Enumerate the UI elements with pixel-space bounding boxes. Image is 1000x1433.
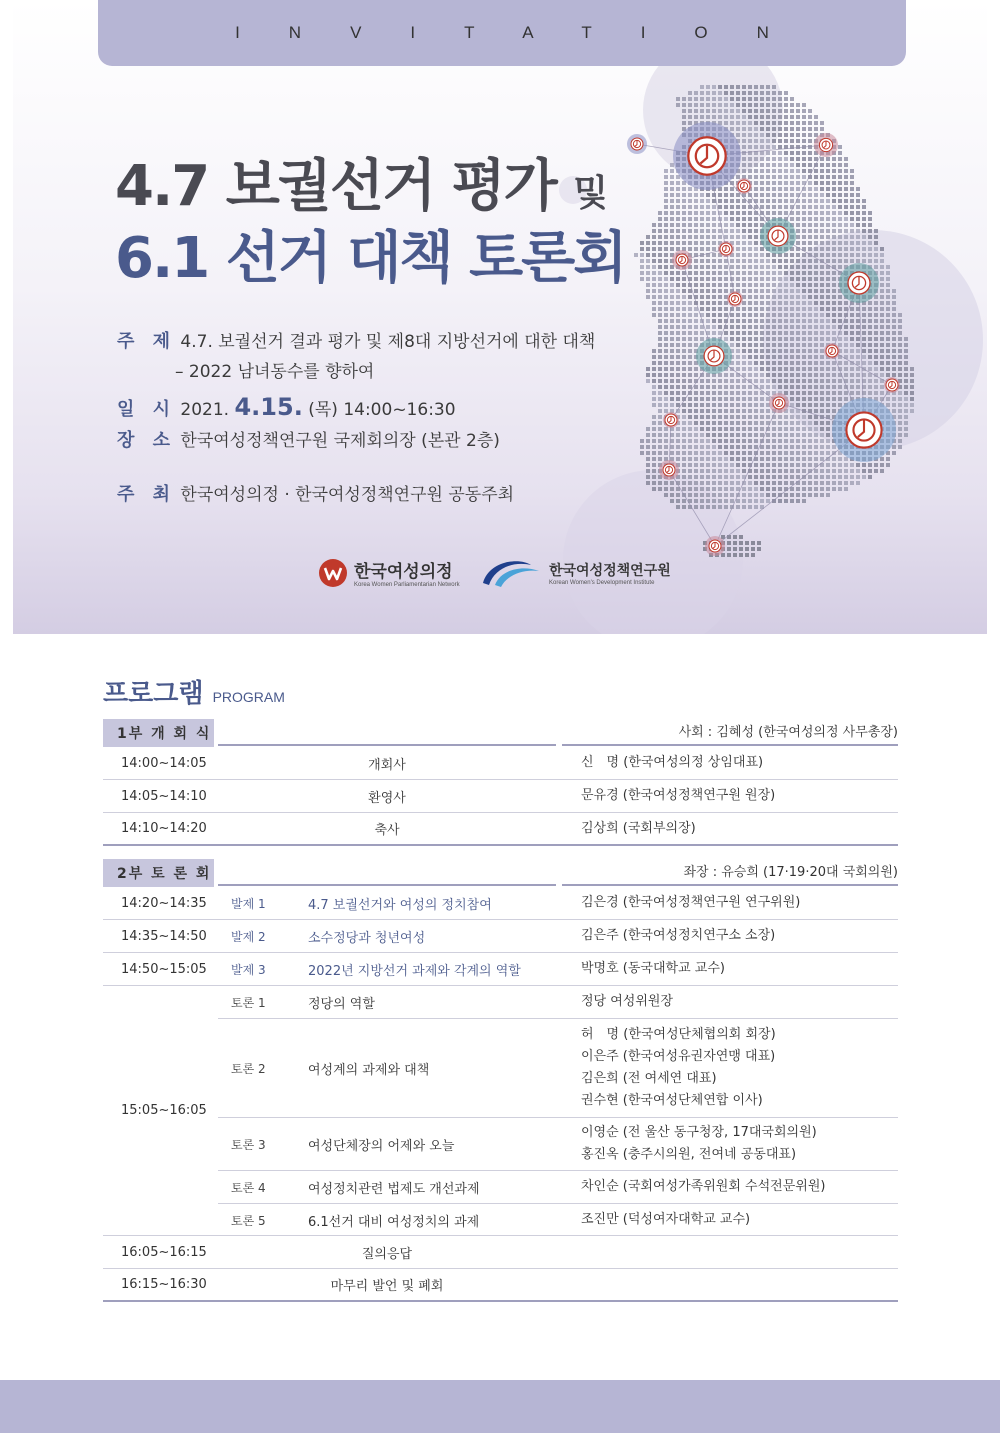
korea-dot-map [13,0,987,634]
person-name: 허 명 (한국여성단체협의회 회장) [581,1027,776,1042]
row-person: 김은주 (한국여성정치연구소 소장) [581,928,776,943]
table-row [218,1171,898,1204]
row-topic: 여성단체장의 어제와 오늘 [308,1138,455,1154]
logo-kwdi [479,557,671,589]
ballot-stamp-icon [884,377,900,393]
table-row [103,1269,898,1302]
section-divider [218,884,556,886]
row-persons [581,1118,898,1170]
row-tag: 발제 1 [231,896,266,911]
kwdi-subtitle: Korean Women's Development Institute [549,580,655,586]
table-row [218,986,898,1019]
host-label: 주 최 [117,484,177,505]
logo-kwpn [318,557,460,588]
theme-value: 4.7. 보궐선거 결과 평가 및 제8대 지방선거에 대한 대책 [180,332,596,352]
row-topic: 6.1선거 대비 여성정치의 과제 [308,1214,480,1230]
person-name: 권수현 (한국여성단체연합 이사) [581,1093,763,1108]
ballot-stamp-icon [727,291,743,307]
row-time: 14:00~14:05 [121,755,207,771]
row-topic: 2022년 지방선거 과제와 각계의 역할 [308,963,521,979]
kwpn-logo-icon [318,558,348,588]
ballot-stamp-icon [705,536,725,556]
person-name: 이은주 (한국여성유권자연맹 대표) [581,1049,776,1064]
theme-subtitle: – 2022 남녀동수를 향하여 [175,362,375,382]
kwpn-name: 한국여성의정 [354,562,453,582]
ballot-stamp-icon [769,393,789,413]
person-name: 홍진옥 (충주시의원, 전여네 공동대표) [581,1147,797,1162]
date-day: 4.15. [234,393,303,421]
section-divider [562,744,898,746]
row-item: 마무리 발언 및 폐회 [330,1279,444,1294]
discussion-block [103,986,898,1236]
ballot-stamp-icon [696,338,732,374]
table-row [103,953,898,986]
row-tag: 토론 2 [231,1061,266,1076]
date-time: (목) 14:00~16:30 [308,400,456,420]
footer-bar [0,1380,1000,1433]
row-person: 차인순 (국회여성가족위원회 수석전문위원) [581,1179,826,1194]
hero-banner [13,0,987,634]
discussion-time: 15:05~16:05 [121,1103,207,1118]
ballot-stamp-icon [736,178,752,194]
section2-moderator: 좌장 : 유승희 (17·19·20대 국회의원) [683,865,898,880]
ballot-stamp-icon [760,218,796,254]
row-person: 문유경 (한국여성정책연구원 원장) [581,788,776,803]
program-heading [103,673,285,710]
ballot-stamp-icon [663,412,679,428]
ballot-stamp-icon [839,263,879,303]
row-item: 축사 [374,823,400,838]
table-row [218,1204,898,1236]
program-title-kr: 프로그램 [103,679,204,709]
person-name: 김은희 (전 여세연 대표) [581,1071,717,1086]
section-divider [218,744,556,746]
row-time: 14:10~14:20 [121,821,207,836]
row-tag: 토론 5 [231,1213,266,1228]
ballot-stamp-icon [659,460,679,480]
row-persons [581,1019,898,1117]
person-name: 이영순 (전 울산 동구청장, 17대국회의원) [581,1125,817,1140]
section-divider [562,884,898,886]
row-time: 14:05~14:10 [121,788,207,804]
row-person: 신 명 (한국여성의정 상임대표) [581,755,764,770]
section2-tag: 2부 토 론 회 [103,859,214,887]
row-person: 김상희 (국회부의장) [581,820,696,836]
row-topic: 정당의 역할 [308,996,375,1012]
host-row [117,480,514,506]
row-time: 16:15~16:30 [121,1277,207,1292]
row-topic: 4.7 보궐선거와 여성의 정치참여 [308,897,492,913]
row-tag: 토론 4 [231,1180,266,1195]
row-topic: 여성계의 과제와 대책 [308,1062,430,1078]
title-main: 4.7 보궐선거 평가 [115,154,556,219]
theme-row [117,327,595,353]
section1-header [103,719,898,747]
row-person: 조진만 (덕성여자대학교 교수) [581,1212,751,1227]
table-row [103,813,898,846]
place-label: 장 소 [117,430,177,451]
kwpn-subtitle: Korea Women Parliamentarian Network [354,582,460,588]
ballot-stamp-icon [814,133,838,157]
ballot-stamp-icon [718,241,734,257]
event-title-line1 [115,142,606,222]
row-tag: 토론 3 [231,1137,266,1152]
table-row [103,920,898,953]
date-year: 2021. [180,400,230,420]
theme-label: 주 제 [117,331,177,352]
row-tag: 발제 2 [231,929,266,944]
invitation-bar [98,0,906,66]
event-title-line2: 6.1 선거 대책 토론회 [115,226,626,291]
table-row [103,780,898,813]
ballot-stamp-icon [824,343,840,359]
row-time: 14:20~14:35 [121,895,207,911]
place-row [117,426,500,452]
kwdi-name: 한국여성정책연구원 [549,563,671,579]
ballot-stamp-icon [672,250,692,270]
row-item: 질의응답 [361,1246,413,1262]
ballot-stamp-icon [627,134,647,154]
section1-moderator: 사회 : 김혜성 (한국여성의정 사무총장) [678,725,898,740]
row-person: 정당 여성위원장 [581,994,674,1009]
row-time: 14:50~15:05 [121,961,207,977]
kwdi-logo-icon [479,557,543,589]
row-tag: 토론 1 [231,995,266,1010]
title-conjunction: 및 [573,173,607,214]
date-row [117,393,456,421]
row-tag: 발제 3 [231,962,266,977]
host-value: 한국여성의정 · 한국여성정책연구원 공동주최 [180,485,515,505]
program-title-en: PROGRAM [212,689,285,705]
place-value: 한국여성정책연구원 국제회의장 (본관 2층) [180,431,500,451]
row-topic: 여성정치관련 법제도 개선과제 [308,1181,480,1197]
table-row [218,1019,898,1118]
program-table [103,719,898,1302]
row-time: 14:35~14:50 [121,928,207,944]
row-item: 환영사 [368,790,406,806]
row-person: 박명호 (동국대학교 교수) [581,961,725,976]
ballot-stamp-icon [832,398,896,462]
table-row [103,887,898,920]
table-row [103,747,898,780]
row-item: 개회사 [368,757,406,773]
section2-header [103,859,898,887]
ballot-stamp-icon [673,122,741,190]
table-row [103,1236,898,1269]
row-time: 16:05~16:15 [121,1244,207,1260]
theme-row-2 [175,357,374,382]
table-row [218,1118,898,1171]
invitation-label: INVITATION [235,23,818,42]
section1-tag: 1부 개 회 식 [103,719,214,747]
date-label: 일 시 [117,399,177,420]
row-topic: 소수정당과 청년여성 [308,930,426,946]
row-person: 김은경 (한국여성정책연구원 연구위원) [581,895,801,910]
